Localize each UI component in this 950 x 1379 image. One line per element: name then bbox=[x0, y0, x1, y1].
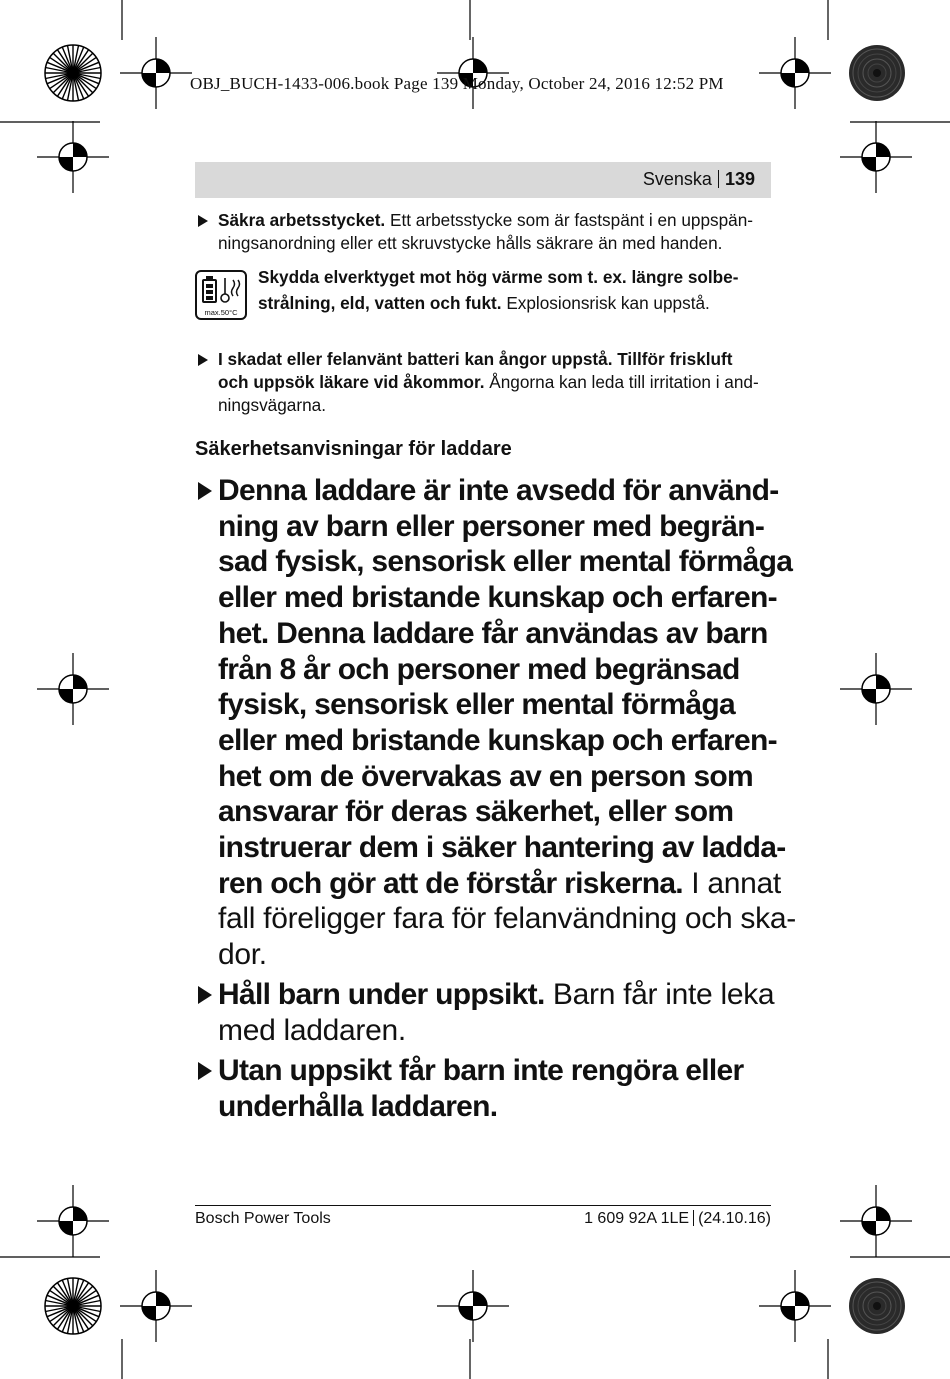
bullet-text: Barn får inte leka bbox=[552, 978, 775, 1011]
bullet-bold-line: eller med bristande kunskap och erfaren- bbox=[218, 723, 777, 757]
bullet-bold-line: ning av barn eller personer med begrän- bbox=[218, 509, 765, 543]
heat-warning-bold-line: Skydda elverktyget mot hög värme som t. ex. längre solbe- bbox=[258, 267, 739, 287]
print-slug-line: OBJ_BUCH-1433-006.book Page 139 Monday, October 24, 2016 12:52 PM bbox=[190, 74, 724, 93]
bullet-bold-line: från 8 år och personer med begränsad bbox=[218, 652, 740, 686]
footer-date: (24.10.16) bbox=[698, 1210, 771, 1227]
heat-icon-label: max.50°C bbox=[204, 308, 238, 317]
bullet-item-no-cleaning bbox=[218, 1053, 778, 1124]
bullet-bold-text: I skadat eller felanvänt batteri kan ångor uppstå. Tillför friskluft bbox=[218, 349, 733, 369]
bullet-text: ningsanordning eller ett skruvstycke hålls säkrare än med handen. bbox=[218, 233, 723, 253]
bullet-bold-line: Utan uppsikt får barn inte rengöra eller bbox=[218, 1054, 744, 1087]
bullet-bold-line: eller med bristande kunskap och erfaren- bbox=[218, 581, 777, 615]
bullet-arrow-icon bbox=[198, 482, 212, 500]
bullet-item-charger-children bbox=[218, 473, 796, 973]
bullet-bold-line: underhålla laddaren. bbox=[218, 1089, 498, 1123]
heat-warning-bold-line: strålning, eld, vatten och fukt. bbox=[258, 293, 502, 313]
bullet-text: dor. bbox=[218, 938, 267, 972]
bullet-bold-line: fysisk, sensorisk eller mental förmåga bbox=[218, 688, 735, 722]
footer-doc-code bbox=[584, 1210, 771, 1228]
footer-divider bbox=[195, 1205, 771, 1206]
bullet-bold-text: och uppsök läkare vid åkommor. bbox=[218, 372, 485, 392]
heat-warning-normal: Explosionsrisk kan uppstå. bbox=[506, 293, 710, 313]
bullet-arrow-icon bbox=[198, 354, 208, 366]
bullet-arrow-icon bbox=[198, 1062, 212, 1080]
bullet-item-battery-vapors bbox=[218, 348, 774, 417]
bullet-text: Ångorna kan leda till irritation i and- bbox=[489, 372, 759, 392]
bullet-bold-line: instruerar dem i säker hantering av ladda- bbox=[218, 831, 786, 865]
page-number: 139 bbox=[724, 169, 755, 189]
bullet-text: I annat bbox=[691, 866, 781, 900]
bullet-item-secure-workpiece bbox=[218, 209, 774, 255]
bullet-bold-text: Säkra arbetsstycket. bbox=[218, 210, 386, 230]
bullet-text: Ett arbetsstycke som är fastspänt i en uppspän- bbox=[390, 210, 754, 230]
bullet-bold-line: sad fysisk, sensorisk eller mental förmåga bbox=[218, 545, 793, 579]
bullet-bold-text: Håll barn under uppsikt. bbox=[218, 978, 545, 1011]
bullet-bold-line: ansvarar för deras säkerhet, eller som bbox=[218, 795, 734, 829]
bullet-item-supervise-children bbox=[218, 977, 778, 1048]
page-header-bar bbox=[195, 162, 771, 198]
bullet-bold-line: Denna laddare är inte avsedd för använd- bbox=[218, 474, 779, 507]
bullet-bold-line: het. Denna laddare får användas av barn bbox=[218, 616, 768, 650]
footer-brand: Bosch Power Tools bbox=[195, 1210, 331, 1227]
bullet-text: fall föreligger fara för felanvändning och ska- bbox=[218, 902, 796, 936]
bullet-text: ningsvägarna. bbox=[218, 395, 326, 415]
bullet-bold-line: het om de övervakas av en person som bbox=[218, 759, 754, 793]
bullet-arrow-icon bbox=[198, 986, 212, 1004]
page-header bbox=[643, 169, 755, 190]
heat-warning-text bbox=[258, 264, 768, 316]
header-language: Svenska bbox=[642, 169, 712, 189]
footer-code: 1 609 92A 1LE bbox=[584, 1210, 690, 1227]
section-heading: Säkerhetsanvisningar för laddare bbox=[195, 438, 512, 460]
bullet-bold-line: ren och gör att de förstår riskerna. bbox=[218, 866, 683, 900]
heat-warning-icon bbox=[195, 270, 247, 320]
bullet-arrow-icon bbox=[198, 215, 208, 227]
bullet-text: med laddaren. bbox=[218, 1013, 406, 1047]
